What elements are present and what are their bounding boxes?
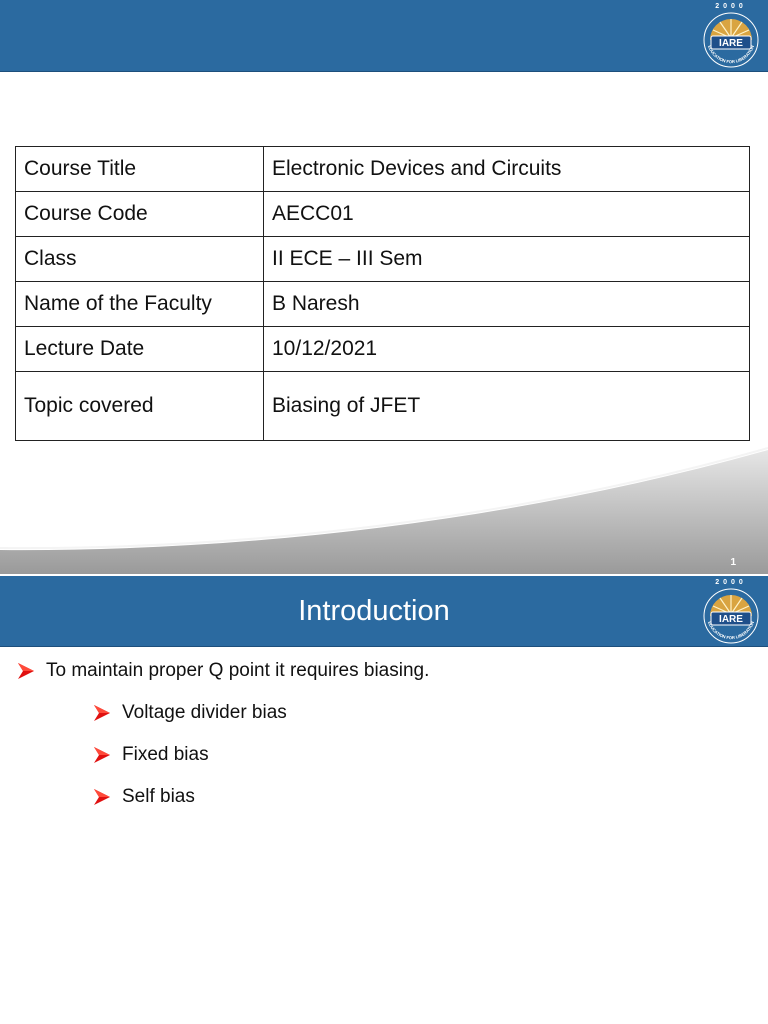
page-number: 1: [730, 557, 736, 568]
row-label: Course Code: [16, 192, 264, 237]
header-bar: [0, 0, 768, 72]
list-item: [92, 744, 209, 766]
table-row: [16, 282, 750, 327]
introduction-slide: [0, 574, 768, 1024]
course-info-table: [15, 146, 750, 441]
logo-name: IARE: [719, 614, 743, 625]
table-row: [16, 327, 750, 372]
row-value: Electronic Devices and Circuits: [264, 147, 750, 192]
table-row: [16, 147, 750, 192]
bullet-text: Self bias: [122, 786, 195, 807]
row-value: 10/12/2021: [264, 327, 750, 372]
row-value: II ECE – III Sem: [264, 237, 750, 282]
row-value: B Naresh: [264, 282, 750, 327]
table-row: [16, 192, 750, 237]
list-item: [92, 786, 195, 808]
arrow-bullet-icon: [16, 662, 36, 680]
row-label: Course Title: [16, 147, 264, 192]
bullet-text: Voltage divider bias: [122, 702, 287, 723]
logo-year: 2000: [715, 3, 747, 10]
logo-motto: EDUCATION FOR LIBERATION: [707, 620, 755, 641]
iare-logo-icon: [698, 0, 764, 70]
table-row: [16, 372, 750, 441]
logo-motto: EDUCATION FOR LIBERATION: [707, 44, 755, 65]
iare-logo-icon: [698, 576, 764, 646]
row-label: Lecture Date: [16, 327, 264, 372]
slide-title: Introduction: [298, 595, 450, 627]
list-item: [92, 702, 287, 724]
row-label: Name of the Faculty: [16, 282, 264, 327]
logo-name: IARE: [719, 38, 743, 49]
row-label: Class: [16, 237, 264, 282]
arrow-bullet-icon: [92, 746, 112, 764]
row-value: Biasing of JFET: [264, 372, 750, 441]
bullet-text: Fixed bias: [122, 744, 209, 765]
arrow-bullet-icon: [92, 704, 112, 722]
decorative-swoosh: [0, 440, 768, 574]
row-value: AECC01: [264, 192, 750, 237]
table-row: [16, 237, 750, 282]
row-label: Topic covered: [16, 372, 264, 441]
logo-year: 2000: [715, 579, 747, 586]
bullet-text: To maintain proper Q point it requires biasing.: [46, 660, 430, 681]
list-item: [16, 660, 429, 682]
arrow-bullet-icon: [92, 788, 112, 806]
